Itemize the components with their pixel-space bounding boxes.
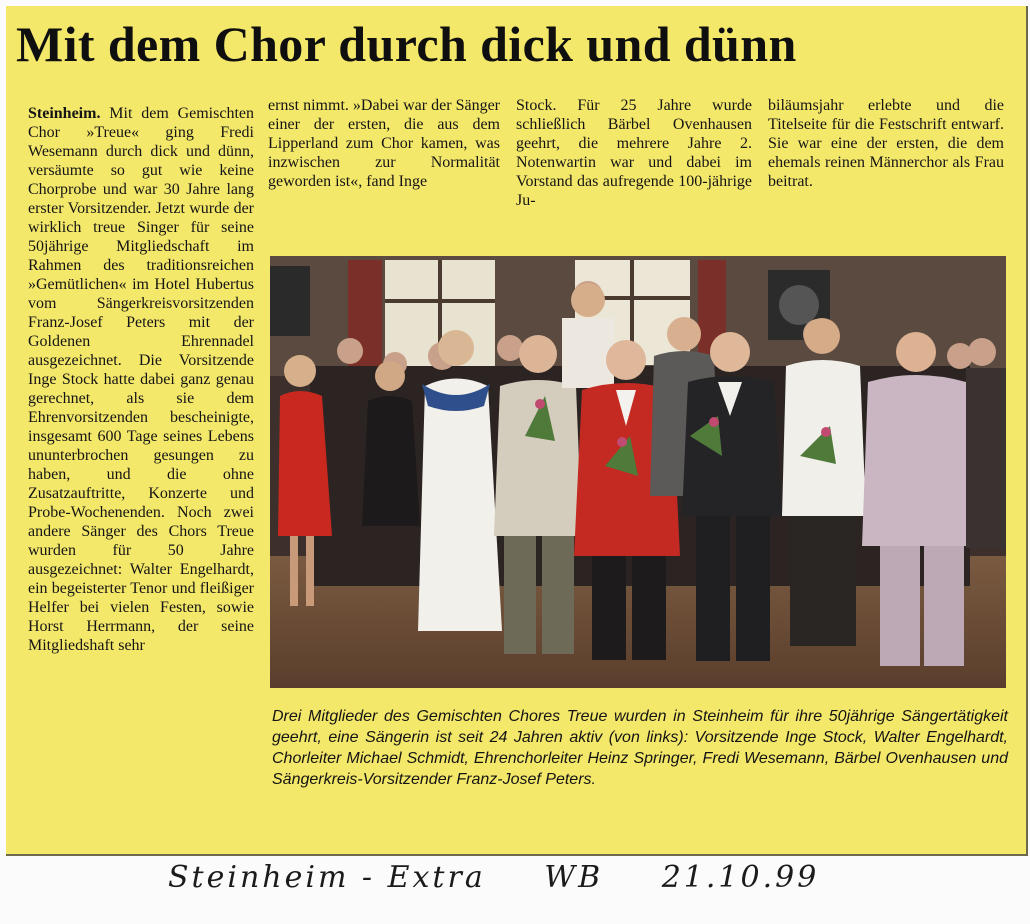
dateline: Steinheim. [28, 105, 101, 122]
column-1-text: Mit dem Gemischten Chor »Treue« ging Fredi Wesemann durch dick und dünn, versäumte so gut wie keine Chorprobe und war 30 Jahre lang erster Vorsitzender. Jetzt wurde der wirklich treue Singer für seine 50jährige Mitgliedschaft im Rahmen des traditionsreichen »Gemütlichen« im Hotel Hubertus vom Sängerkreisvorsitzenden Franz-Josef Peters mit der Goldenen Ehrennadel ausgezeichnet. Die Vorsitzende Inge Stock hatte dabei ganz genau gerechnet, als sie dem Ehrenvorsitzenden bescheinigte, insgesamt 600 Tage seines Lebens ununterbrochen gesungen zu haben, und die ohne Zusatzauftritte, Konzerte und Probe-Wochenenden. Noch zwei andere Sänger des Chors Treue wurden für 50 Jahre ausgezeichnet: Walter Engelhardt, ein begeisterter Tenor und fleißiger Helfer bei vielen Festen, sowie Horst Herrmann, der seine Mitgliedshaft sehr [28, 105, 255, 654]
article-headline: Mit dem Chor durch dick und dünn [16, 16, 797, 72]
handwritten-source-note [168, 860, 888, 916]
handwritten-source: Steinheim - Extra [168, 860, 486, 895]
group-photo [270, 256, 1006, 688]
article-column-3: Stock. Für 25 Jahre wurde schließlich Bärbel Ovenhausen geehrt, die mehrere Jahre 2. Notenwartin war und dabei im Vorstand das aufregende 100-jährige Ju- [516, 97, 752, 209]
article-column-1 [28, 104, 254, 834]
handwritten-paper: WB [544, 860, 604, 895]
photo-caption: Drei Mitglieder des Gemischten Chores Treue wurden in Steinheim für ihre 50jährige Sängertätigkeit geehrt, eine Sängerin ist seit 24 Jahren aktiv (von links): Vorsitzende Inge Stock, Walter Engelhardt, Chorleiter Michael Schmidt, Ehrenchorleiter Heinz Springer, Fredi Wesemann, Bärbel Ovenhausen und Sängerkreis-Vorsitzender Franz-Josef Peters. [272, 708, 1008, 788]
article-column-2: ernst nimmt. »Dabei war der Sänger einer der ersten, die aus dem Lipperland zum Chor kamen, was inzwischen zur Normalität geworden ist«, fand Inge [268, 97, 500, 190]
handwritten-date: 21.10.99 [661, 860, 820, 895]
article-column-4: biläumsjahr erlebte und die Titelseite für die Festschrift entwarf. Sie war eine der ersten, die dem ehemals reinen Männerchor als Frau beitrat. [768, 97, 1004, 190]
